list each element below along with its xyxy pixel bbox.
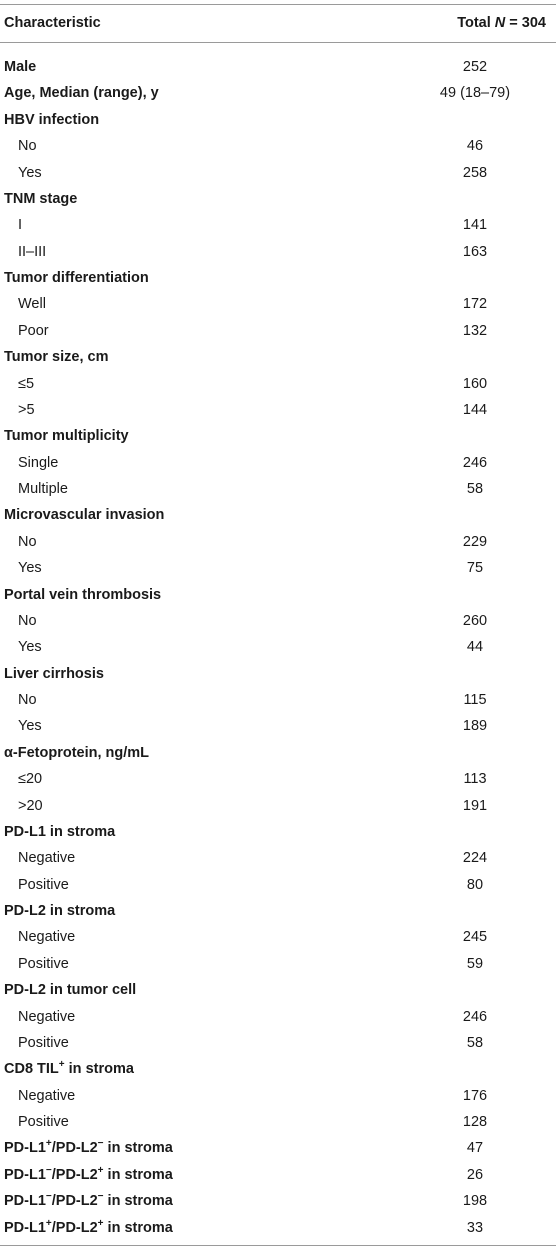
table-row xyxy=(0,687,556,713)
row-label xyxy=(18,687,37,713)
row-label xyxy=(18,371,34,397)
row-label-label: Positive xyxy=(18,1034,69,1051)
row-label-label: HBV infection xyxy=(4,111,100,128)
row-label xyxy=(18,845,75,871)
row-label xyxy=(4,1188,173,1214)
table-row xyxy=(0,898,556,924)
row-label-label: Tumor multiplicity xyxy=(4,428,129,445)
row-value: 258 xyxy=(462,164,488,181)
table-row xyxy=(0,555,556,581)
table-row xyxy=(0,1030,556,1056)
row-label-label: Yes xyxy=(18,164,42,181)
row-value: 26 xyxy=(466,1166,484,1183)
row-label-label: No xyxy=(18,612,37,629)
row-value: 58 xyxy=(466,481,484,497)
table-row xyxy=(0,397,556,423)
row-label-label: Tumor differentiation xyxy=(4,270,149,286)
row-label-label-mid: /PD-L2 xyxy=(51,1219,98,1236)
row-label-sup1: + xyxy=(45,1217,52,1229)
row-value: 224 xyxy=(462,850,488,867)
row-label xyxy=(18,924,75,950)
table-row xyxy=(0,713,556,739)
row-label xyxy=(4,1215,173,1241)
table-row xyxy=(0,924,556,950)
table-row xyxy=(0,608,556,634)
row-label-label: I xyxy=(18,217,23,234)
table-body xyxy=(0,54,556,1241)
row-label-label: PD-L1 xyxy=(4,1219,46,1236)
table-row xyxy=(0,793,556,819)
table-row xyxy=(0,212,556,238)
row-label-label: TNM stage xyxy=(4,190,78,207)
row-value: 58 xyxy=(466,1034,484,1051)
row-label-label: II–III xyxy=(18,243,47,260)
table-row xyxy=(0,1004,556,1030)
row-label-label-tail: in stroma xyxy=(103,1193,173,1210)
table-row xyxy=(0,766,556,792)
row-label-sup2: − xyxy=(97,1138,104,1150)
row-label-label: No xyxy=(18,138,37,155)
row-label-label: Portal vein thrombosis xyxy=(4,586,162,603)
row-label-label: Multiple xyxy=(18,481,68,497)
row-label-label: Yes xyxy=(18,639,42,656)
row-label xyxy=(4,977,136,1003)
table-row xyxy=(0,291,556,317)
row-value: 59 xyxy=(466,955,484,972)
row-label xyxy=(4,107,99,133)
table-row xyxy=(0,740,556,766)
row-label xyxy=(18,713,42,739)
row-label-label: Positive xyxy=(18,955,69,972)
row-label-label: Negative xyxy=(18,1008,76,1025)
row-label xyxy=(18,529,37,555)
row-value: 113 xyxy=(463,771,487,788)
row-label xyxy=(18,793,43,819)
table-row xyxy=(0,529,556,555)
row-value: 260 xyxy=(462,612,488,629)
table-row xyxy=(0,80,556,106)
table-row xyxy=(0,845,556,871)
row-label xyxy=(18,1109,69,1135)
row-label xyxy=(4,661,104,687)
table-row xyxy=(0,1056,556,1082)
table-row xyxy=(0,133,556,159)
row-label xyxy=(4,1135,173,1161)
row-label-label-mid: /PD-L2 xyxy=(51,1140,98,1157)
row-label-label: No xyxy=(18,692,37,708)
row-label xyxy=(4,423,129,449)
row-label xyxy=(4,1056,134,1082)
row-label xyxy=(4,740,149,766)
table-row xyxy=(0,1083,556,1109)
row-value: 47 xyxy=(466,1140,484,1157)
table-row xyxy=(0,239,556,265)
header-total xyxy=(457,5,546,42)
row-label-label: Age, Median (range), y xyxy=(4,85,159,102)
row-label-label: ≤5 xyxy=(18,375,35,392)
table-row xyxy=(0,1109,556,1135)
row-label xyxy=(4,502,164,528)
row-label xyxy=(4,186,77,212)
row-label xyxy=(4,898,115,924)
row-label-label: ≤20 xyxy=(18,771,43,788)
row-label xyxy=(18,160,42,186)
header-total-prefix: Total xyxy=(457,15,495,31)
row-value: 128 xyxy=(462,1114,488,1130)
row-label xyxy=(18,239,46,265)
row-label-label-mid: /PD-L2 xyxy=(51,1166,98,1183)
table-row xyxy=(0,819,556,845)
table-row xyxy=(0,1215,556,1241)
table-row xyxy=(0,634,556,660)
table-row xyxy=(0,423,556,449)
row-label-label: α-Fetoprotein, ng/mL xyxy=(4,744,150,761)
row-label-label-tail: in stroma xyxy=(103,1166,173,1183)
row-value: 80 xyxy=(466,876,484,893)
table-row xyxy=(0,265,556,291)
row-label xyxy=(4,819,115,845)
row-value: 246 xyxy=(462,454,488,471)
row-label-sup2: + xyxy=(97,1164,104,1176)
row-label-label: PD-L1 xyxy=(4,1140,46,1157)
row-label-sup1: − xyxy=(45,1164,52,1176)
table-header-rule xyxy=(0,42,556,43)
table-row xyxy=(0,54,556,80)
row-value: 246 xyxy=(462,1008,488,1025)
row-label-label-tail: in stroma xyxy=(103,1219,173,1236)
row-label xyxy=(4,54,36,80)
row-label xyxy=(18,1083,75,1109)
row-value: 252 xyxy=(462,59,488,75)
row-label-sup1: + xyxy=(45,1138,52,1150)
table-row xyxy=(0,661,556,687)
row-value: 115 xyxy=(463,692,487,708)
row-value: 163 xyxy=(462,243,488,260)
row-value: 144 xyxy=(462,401,488,418)
row-label xyxy=(18,397,35,423)
table-row xyxy=(0,582,556,608)
row-label-label: Well xyxy=(18,296,46,313)
row-label xyxy=(18,476,68,502)
row-label xyxy=(4,265,149,291)
row-label-sup1: − xyxy=(45,1191,52,1203)
row-label xyxy=(18,450,58,476)
table-row xyxy=(0,107,556,133)
row-value: 245 xyxy=(462,929,488,946)
row-label-label-tail: in stroma xyxy=(103,1140,173,1157)
row-label-label: PD-L2 in tumor cell xyxy=(4,982,137,999)
table-bottom-rule xyxy=(0,1245,556,1246)
row-value: 46 xyxy=(466,138,484,155)
row-label xyxy=(18,951,69,977)
table-row xyxy=(0,160,556,186)
row-label-label: PD-L2 in stroma xyxy=(4,903,116,919)
row-label-label: Liver cirrhosis xyxy=(4,665,104,682)
row-label xyxy=(18,133,37,159)
header-total-n: N xyxy=(494,15,506,31)
table-row xyxy=(0,450,556,476)
table-row xyxy=(0,344,556,370)
table-header-row xyxy=(0,5,556,42)
row-value: 75 xyxy=(466,560,484,577)
row-label xyxy=(18,634,42,660)
row-label-label: Male xyxy=(4,59,37,75)
row-label xyxy=(18,318,49,344)
table-row xyxy=(0,1135,556,1161)
table-row xyxy=(0,371,556,397)
row-value: 132 xyxy=(462,322,488,339)
header-total-suffix: = 304 xyxy=(505,15,546,31)
table-row xyxy=(0,1188,556,1214)
row-label-label: Positive xyxy=(18,876,69,893)
row-label-label: Microvascular invasion xyxy=(4,507,165,524)
row-label xyxy=(18,766,42,792)
row-label-label: Poor xyxy=(18,322,49,339)
row-value: 198 xyxy=(462,1193,488,1210)
row-value: 176 xyxy=(462,1087,488,1104)
row-value: 189 xyxy=(462,718,488,735)
row-label xyxy=(4,582,161,608)
row-label xyxy=(4,1162,173,1188)
row-label-label: PD-L1 xyxy=(4,1166,46,1183)
row-label-label-tail: in stroma xyxy=(64,1061,134,1078)
row-label xyxy=(18,1030,69,1056)
row-value: 141 xyxy=(462,217,488,234)
row-label-label: CD8 TIL xyxy=(4,1061,59,1078)
row-label-label: PD-L1 xyxy=(4,1193,46,1210)
row-label xyxy=(18,555,42,581)
row-label xyxy=(18,1004,75,1030)
row-value: 49 (18–79) xyxy=(439,85,511,102)
row-label xyxy=(18,212,22,238)
row-label-label: Yes xyxy=(18,718,42,735)
row-label-label-mid: /PD-L2 xyxy=(51,1193,98,1210)
row-label-label: >20 xyxy=(18,797,43,814)
row-label-label: Negative xyxy=(18,850,76,867)
row-label-label: Single xyxy=(18,454,59,471)
row-value: 160 xyxy=(462,375,488,392)
row-value: 191 xyxy=(462,797,488,814)
table-row xyxy=(0,872,556,898)
table-row xyxy=(0,318,556,344)
table-row xyxy=(0,951,556,977)
table-row xyxy=(0,186,556,212)
row-label xyxy=(4,80,159,106)
row-label xyxy=(4,344,108,370)
row-value: 229 xyxy=(462,533,488,550)
row-label-label: >5 xyxy=(18,401,35,418)
table-row xyxy=(0,977,556,1003)
row-label-sup2: + xyxy=(97,1217,104,1229)
row-label-label: Negative xyxy=(18,1087,76,1104)
row-label-label: PD-L1 in stroma xyxy=(4,823,116,840)
header-characteristic: Characteristic xyxy=(4,15,101,31)
row-value: 33 xyxy=(466,1219,484,1236)
row-label-label: Positive xyxy=(18,1114,69,1130)
row-label-sup1: + xyxy=(58,1059,65,1071)
table-row xyxy=(0,476,556,502)
row-label-sup2: − xyxy=(97,1191,104,1203)
row-value: 172 xyxy=(462,296,488,313)
row-label xyxy=(18,608,37,634)
row-value: 44 xyxy=(466,639,484,656)
row-label-label: Negative xyxy=(18,929,76,946)
row-label-label: Yes xyxy=(18,560,42,577)
table-row xyxy=(0,1162,556,1188)
row-label-label: No xyxy=(18,533,37,550)
row-label xyxy=(18,872,69,898)
row-label xyxy=(18,291,46,317)
table-row xyxy=(0,502,556,528)
row-label-label: Tumor size, cm xyxy=(4,349,109,366)
